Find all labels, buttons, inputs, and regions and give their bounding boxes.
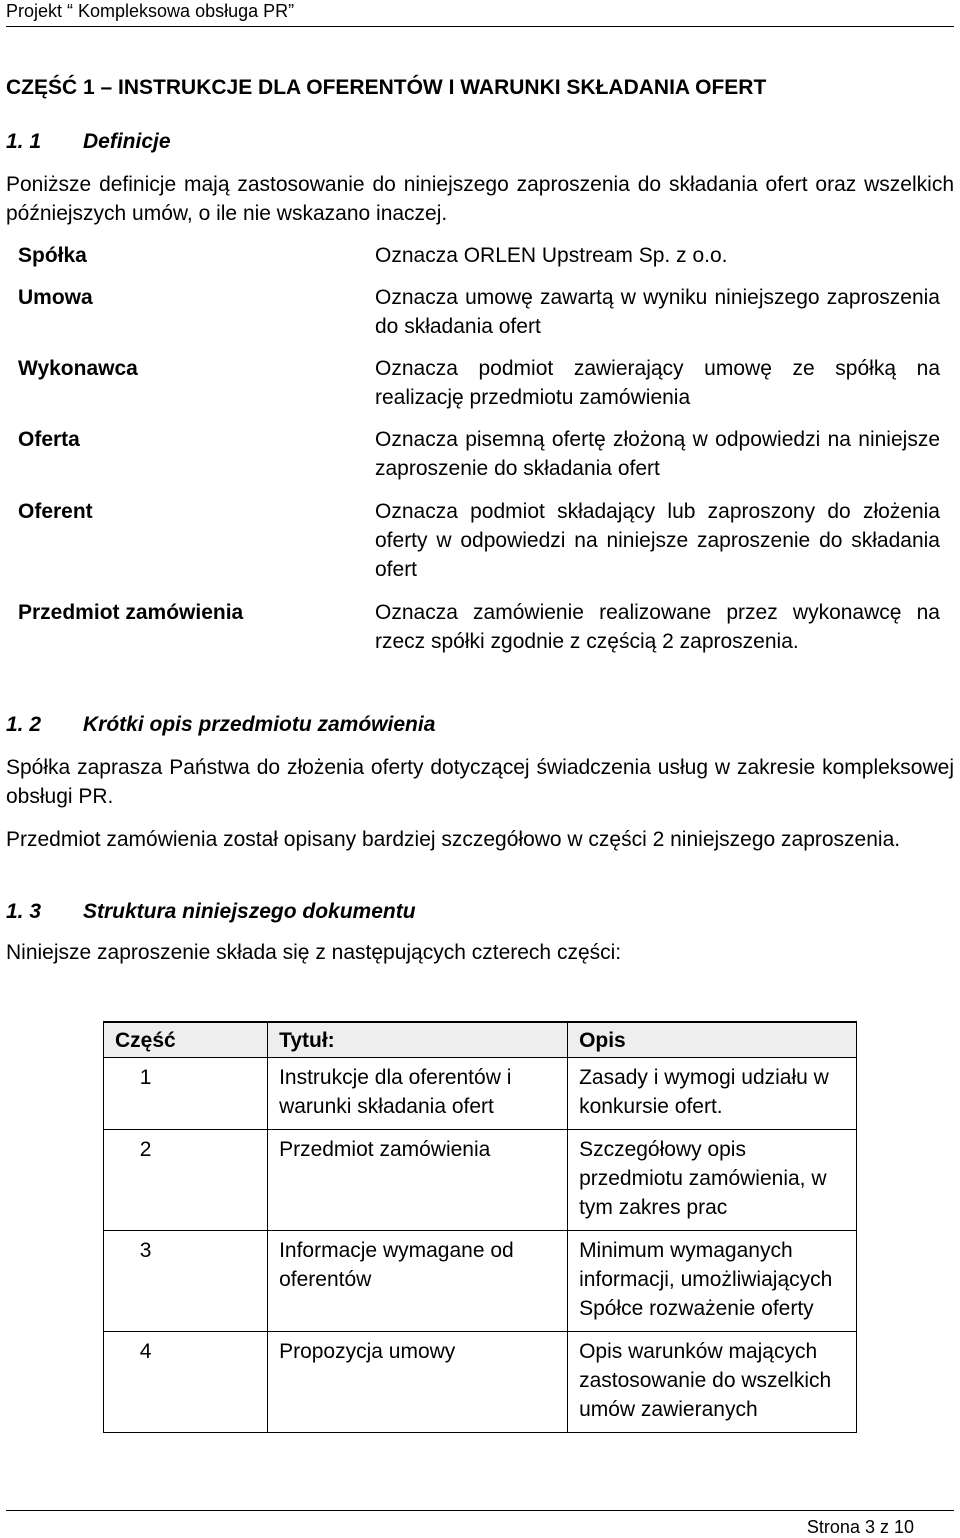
- table-cell: Minimum wymaganych informacji, umożliwiających Spółce rozważenie oferty: [568, 1231, 857, 1332]
- column-header: Opis: [568, 1022, 857, 1058]
- footer-divider: [6, 1510, 954, 1511]
- page-header: [6, 0, 954, 27]
- definition-term: Oferta: [18, 428, 80, 451]
- table-cell: Szczegółowy opis przedmiotu zamówienia, w tym zakres prac: [568, 1130, 857, 1231]
- header-title: Projekt “ Kompleksowa obsługa PR”: [6, 1, 295, 21]
- paragraph: Niniejsze zaproszenie składa się z następujących czterech części:: [6, 941, 622, 964]
- subsection-number: 1. 1: [6, 130, 42, 153]
- table-cell: 1: [104, 1058, 268, 1130]
- section-heading: CZĘŚĆ 1 – INSTRUKCJE DLA OFERENTÓW I WARUNKI SKŁADANIA OFERT: [6, 76, 767, 99]
- column-header: Tytuł:: [268, 1022, 568, 1058]
- table-row: [104, 1231, 857, 1332]
- subsection-number: 1. 3: [6, 900, 42, 923]
- page-number: Strona 3 z 10: [806, 1517, 914, 1537]
- definition-term: Umowa: [18, 286, 93, 309]
- subsection-title: Struktura niniejszego dokumentu: [83, 900, 416, 923]
- table-cell: 2: [104, 1130, 268, 1231]
- table-header-row: [104, 1022, 857, 1058]
- table-cell: Propozycja umowy: [268, 1332, 568, 1433]
- definition-text: Oznacza umowę zawartą w wyniku niniejszego zaproszenia do składania ofert: [375, 286, 940, 338]
- table-row: [104, 1130, 857, 1231]
- subsection-number: 1. 2: [6, 713, 42, 736]
- definition-text: Oznacza podmiot składający lub zaproszony do złożenia oferty w odpowiedzi na niniejsze zaproszenie do składania ofert: [375, 500, 940, 581]
- table-row: [104, 1332, 857, 1433]
- definition-text: Oznacza zamówienie realizowane przez wykonawcę na rzecz spółki zgodnie z częścią 2 zaproszenia.: [375, 601, 940, 653]
- table-cell: 3: [104, 1231, 268, 1332]
- table-cell: Zasady i wymogi udziału w konkursie ofert.: [568, 1058, 857, 1130]
- paragraph: Spółka zaprasza Państwa do złożenia oferty dotyczącej świadczenia usług w zakresie kompleksowej obsługi PR.: [6, 756, 954, 808]
- definition-text: Oznacza ORLEN Upstream Sp. z o.o.: [375, 244, 728, 267]
- table-row: [104, 1058, 857, 1130]
- table-cell: 4: [104, 1332, 268, 1433]
- table-cell: Informacje wymagane od oferentów: [268, 1231, 568, 1332]
- definition-term: Spółka: [18, 244, 87, 267]
- paragraph: Przedmiot zamówienia został opisany bardziej szczegółowo w części 2 niniejszego zaproszenia.: [6, 828, 901, 851]
- definitions-intro: Poniższe definicje mają zastosowanie do niniejszego zaproszenia do składania ofert oraz wszelkich późniejszych umów, o ile nie wskazano inaczej.: [6, 173, 954, 225]
- definition-term: Oferent: [18, 500, 93, 523]
- subsection-title: Definicje: [83, 130, 171, 153]
- definition-text: Oznacza pisemną ofertę złożoną w odpowiedzi na niniejsze zaproszenie do składania ofert: [375, 428, 940, 480]
- table-cell: Opis warunków mających zastosowanie do wszelkich umów zawieranych: [568, 1332, 857, 1433]
- document-parts-table: [103, 1021, 857, 1433]
- table-cell: Instrukcje dla oferentów i warunki składania ofert: [268, 1058, 568, 1130]
- definition-term: Przedmiot zamówienia: [18, 601, 244, 624]
- subsection-title: Krótki opis przedmiotu zamówienia: [83, 713, 436, 736]
- column-header: Część: [104, 1022, 268, 1058]
- table-cell: Przedmiot zamówienia: [268, 1130, 568, 1231]
- definition-text: Oznacza podmiot zawierający umowę ze spółką na realizację przedmiotu zamówienia: [375, 357, 940, 409]
- definition-term: Wykonawca: [18, 357, 138, 380]
